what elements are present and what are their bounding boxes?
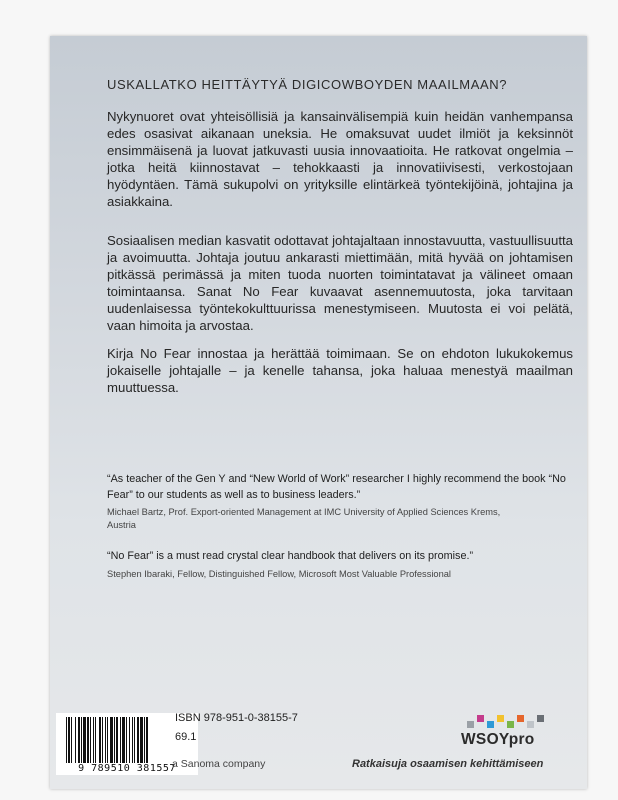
barcode-bar [140,717,143,763]
barcode-bar [99,717,101,763]
barcode-bar [95,717,96,763]
logo-square [497,715,504,722]
barcode-bar [75,717,76,763]
barcode-bar [81,717,82,763]
sanoma-company-text: a Sanoma company [172,758,266,770]
barcode-bar [116,717,118,763]
logo-square [527,721,534,728]
logo-square [487,721,494,728]
testimonial-quote-2: “No Fear” is a must read crystal clear handbook that delivers on its promise.” [107,550,474,562]
publisher-tagline: Ratkaisuja osaamisen kehittämiseen [352,758,544,770]
barcode-bar [71,717,72,763]
logo-square [467,721,474,728]
barcode-bar [90,717,91,763]
blurb-paragraph-1: Nykynuoret ovat yhteisöllisiä ja kansainvälisempiä kuin heidän vanhempansa edes osasivat aikanaan uneksia. He omaksuvat uudet ilmiöt ja keksinnöt ensimmäisenä ja luovat jatkuvasti uusia innovaatioita. He ratkovat ongelmia – jotka heitä kiinnostavat – tehokkaasti ja innovatiivisesti, verkostojaan hyödyntäen. Tämä sukupolvi on yrityksille elintärkeä työntekijöinä, johtajina ja asiakkaina. [107,109,573,209]
barcode-bar [105,717,106,763]
barcode-bar [66,717,67,763]
barcode-bar [146,717,148,763]
barcode-bar [110,717,113,763]
barcode-bar [137,717,139,763]
blurb-paragraph-3: Kirja No Fear innostaa ja herättää toimimaan. Se on ehdoton lukukokemus jokaiselle johtajalle – ja kenelle tahansa, joka haluaa menestyä maailman muuttuessa. [107,346,573,395]
class-code: 69.1 [175,731,197,743]
barcode-bar [144,717,145,763]
barcode-bar [126,717,127,763]
wsoypro-logo [461,711,581,755]
testimonial-quote-1: “As teacher of the Gen Y and “New World of Work” researcher I highly recommend the book “No Fear” to our students as well as to business leaders.” [107,473,566,501]
logo-text: WSOYpro [461,731,535,748]
logo-square [507,721,514,728]
logo-square [477,715,484,722]
barcode-bar [107,717,108,763]
testimonial-attribution-1: Michael Bartz, Prof. Export-oriented Management at IMC University of Applied Sciences Krems, Austria [107,507,501,530]
barcode-bar [122,717,125,763]
cover-heading: USKALLATKO HEITTÄYTYÄ DIGICOWBOYDEN MAAILMAAN? [107,77,508,92]
barcode-bar [68,717,70,763]
barcode-bar [93,717,94,763]
book-back-cover [50,36,587,789]
barcode-bar [114,717,115,763]
barcode-bar [129,717,130,763]
logo-square [537,715,544,722]
blurb-paragraph-2: Sosiaalisen median kasvatit odottavat johtajaltaan innostavuutta, vastuullisuutta ja avoimuutta. Johtaja joutuu ankarasti miettimään, mitä hyvää on johtamisen pitkässä perimässä ja miten tuoda nuorten toimintatavat ja välineet omaan toimintaansa. Sanat No Fear kuvaavat asennemuutosta, joka tarvitaan uudenlaisessa työntekokulttuurissa menestymiseen. Muutosta ei voi pelätä, vaan himoita ja arvostaa. [107,233,573,333]
logo-squares-icon [467,711,577,731]
barcode-bar [83,717,86,763]
barcode-bar [120,717,121,763]
isbn-text: ISBN 978-951-0-38155-7 [175,712,298,724]
logo-square [517,715,524,722]
barcode-bar [102,717,103,763]
testimonial-attribution-2: Stephen Ibaraki, Fellow, Distinguished Fellow, Microsoft Most Valuable Professional [107,569,451,579]
barcode-bar [134,717,135,763]
barcode-number: 9 789510 381557 [56,763,198,774]
barcode-bar [78,717,80,763]
barcode-bar [87,717,89,763]
barcode-bar [132,717,133,763]
